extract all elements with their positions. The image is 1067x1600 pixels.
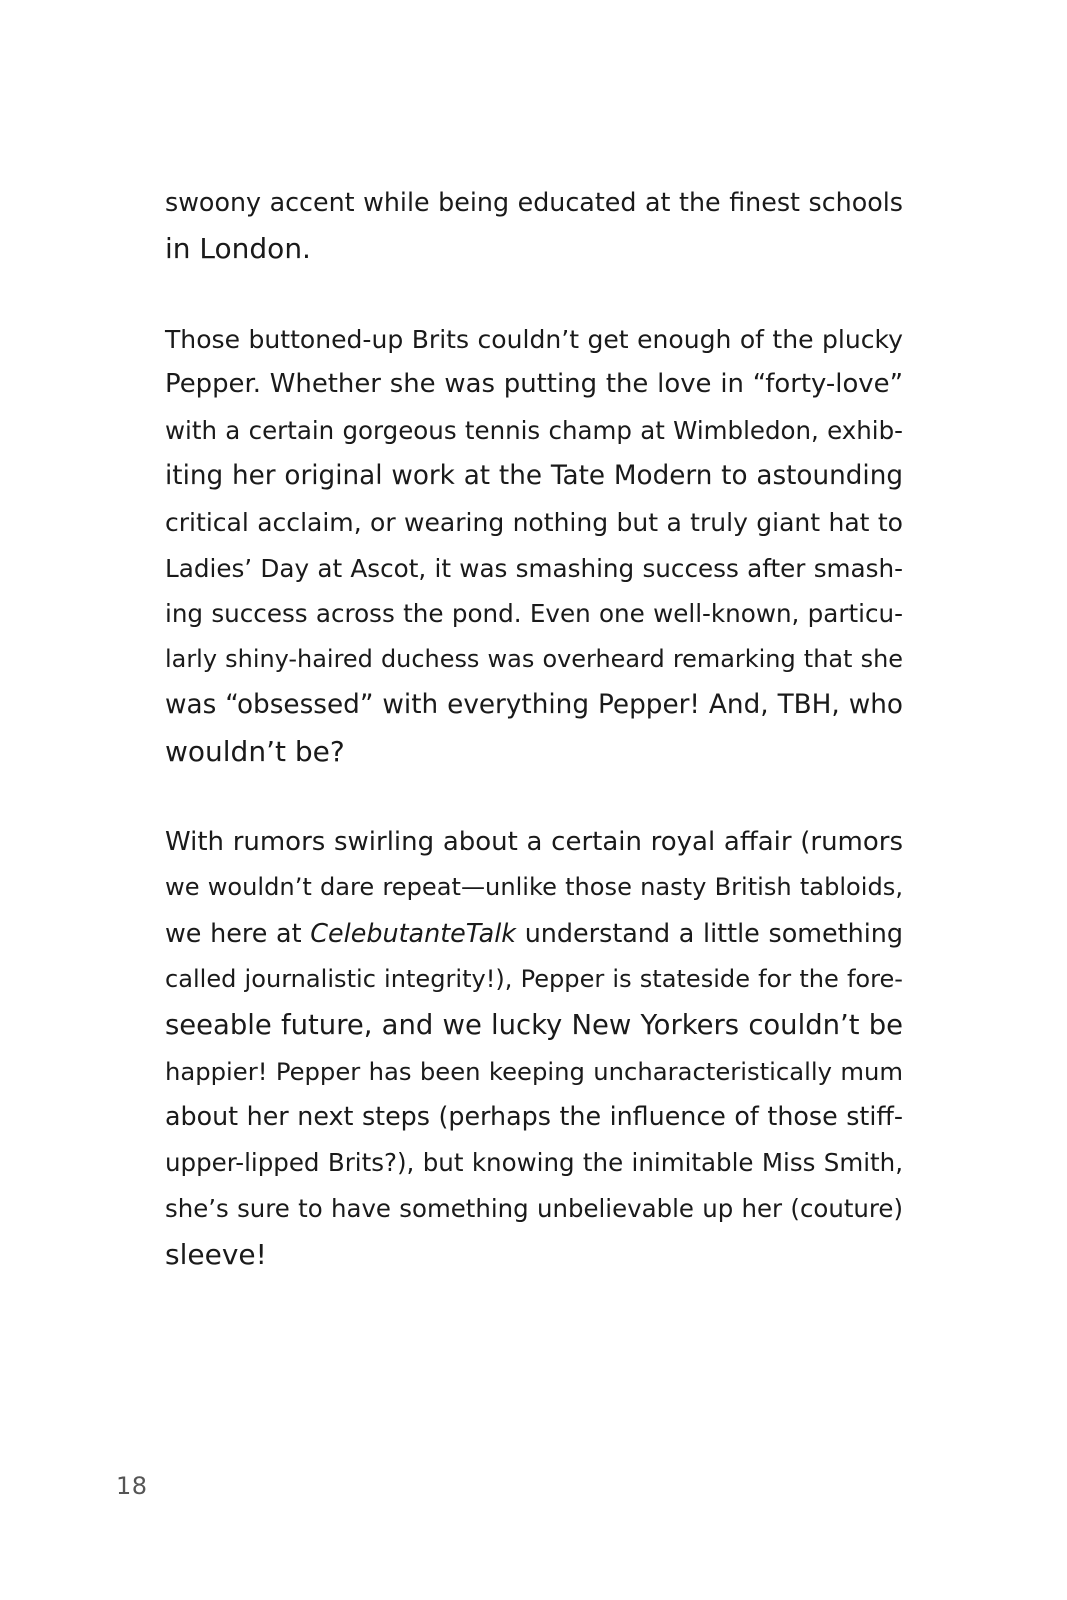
text-line: she’s sure to have something unbelievable up her (couture) xyxy=(165,1193,903,1223)
text-line: was “obsessed” with everything Pepper! And, TBH, who xyxy=(165,689,903,720)
text-line: with a certain gorgeous tennis champ at Wimbledon, exhib- xyxy=(165,416,903,446)
paragraph-3 xyxy=(165,820,903,1278)
text-line: happier! Pepper has been keeping uncharacteristically mum xyxy=(165,1056,903,1086)
text-line-with-publication xyxy=(165,911,903,957)
text-line: about her next steps (perhaps the influence of those stiff- xyxy=(165,1101,903,1132)
text-line: wouldn’t be? xyxy=(165,734,345,768)
page-number: 18 xyxy=(116,1472,148,1500)
text-line: upper-lipped Brits?), but knowing the inimitable Miss Smith, xyxy=(165,1148,903,1178)
text-line: sleeve! xyxy=(165,1237,267,1271)
paragraph-1 xyxy=(165,180,903,272)
text-line: Ladies’ Day at Ascot, it was smashing success after smash- xyxy=(165,553,903,583)
body-text xyxy=(165,180,903,1278)
paragraph-2 xyxy=(165,317,903,775)
text-line: swoony accent while being educated at the finest schools xyxy=(165,187,903,217)
text-fragment: understand a little something xyxy=(516,918,903,949)
text-line: in London. xyxy=(165,231,311,265)
text-line: Those buttoned-up Brits couldn’t get enough of the plucky xyxy=(165,324,903,354)
publication-name: CelebutanteTalk xyxy=(310,918,516,949)
text-line: critical acclaim, or wearing nothing but a truly giant hat to xyxy=(165,507,903,537)
text-line: seeable future, and we lucky New Yorkers couldn’t be xyxy=(165,1009,903,1041)
text-line: larly shiny-haired duchess was overheard remarking that she xyxy=(165,645,903,674)
text-line: ing success across the pond. Even one well-known, particu- xyxy=(165,599,903,629)
text-line: With rumors swirling about a certain royal affair (rumors xyxy=(165,826,903,857)
text-line: we wouldn’t dare repeat—unlike those nasty British tabloids, xyxy=(165,873,903,902)
text-line: Pepper. Whether she was putting the love in “forty-love” xyxy=(165,369,903,400)
text-fragment: we here at xyxy=(165,918,311,949)
text-line: iting her original work at the Tate Modern to astounding xyxy=(165,460,903,491)
text-line: called journalistic integrity!), Pepper is stateside for the fore- xyxy=(165,964,903,993)
